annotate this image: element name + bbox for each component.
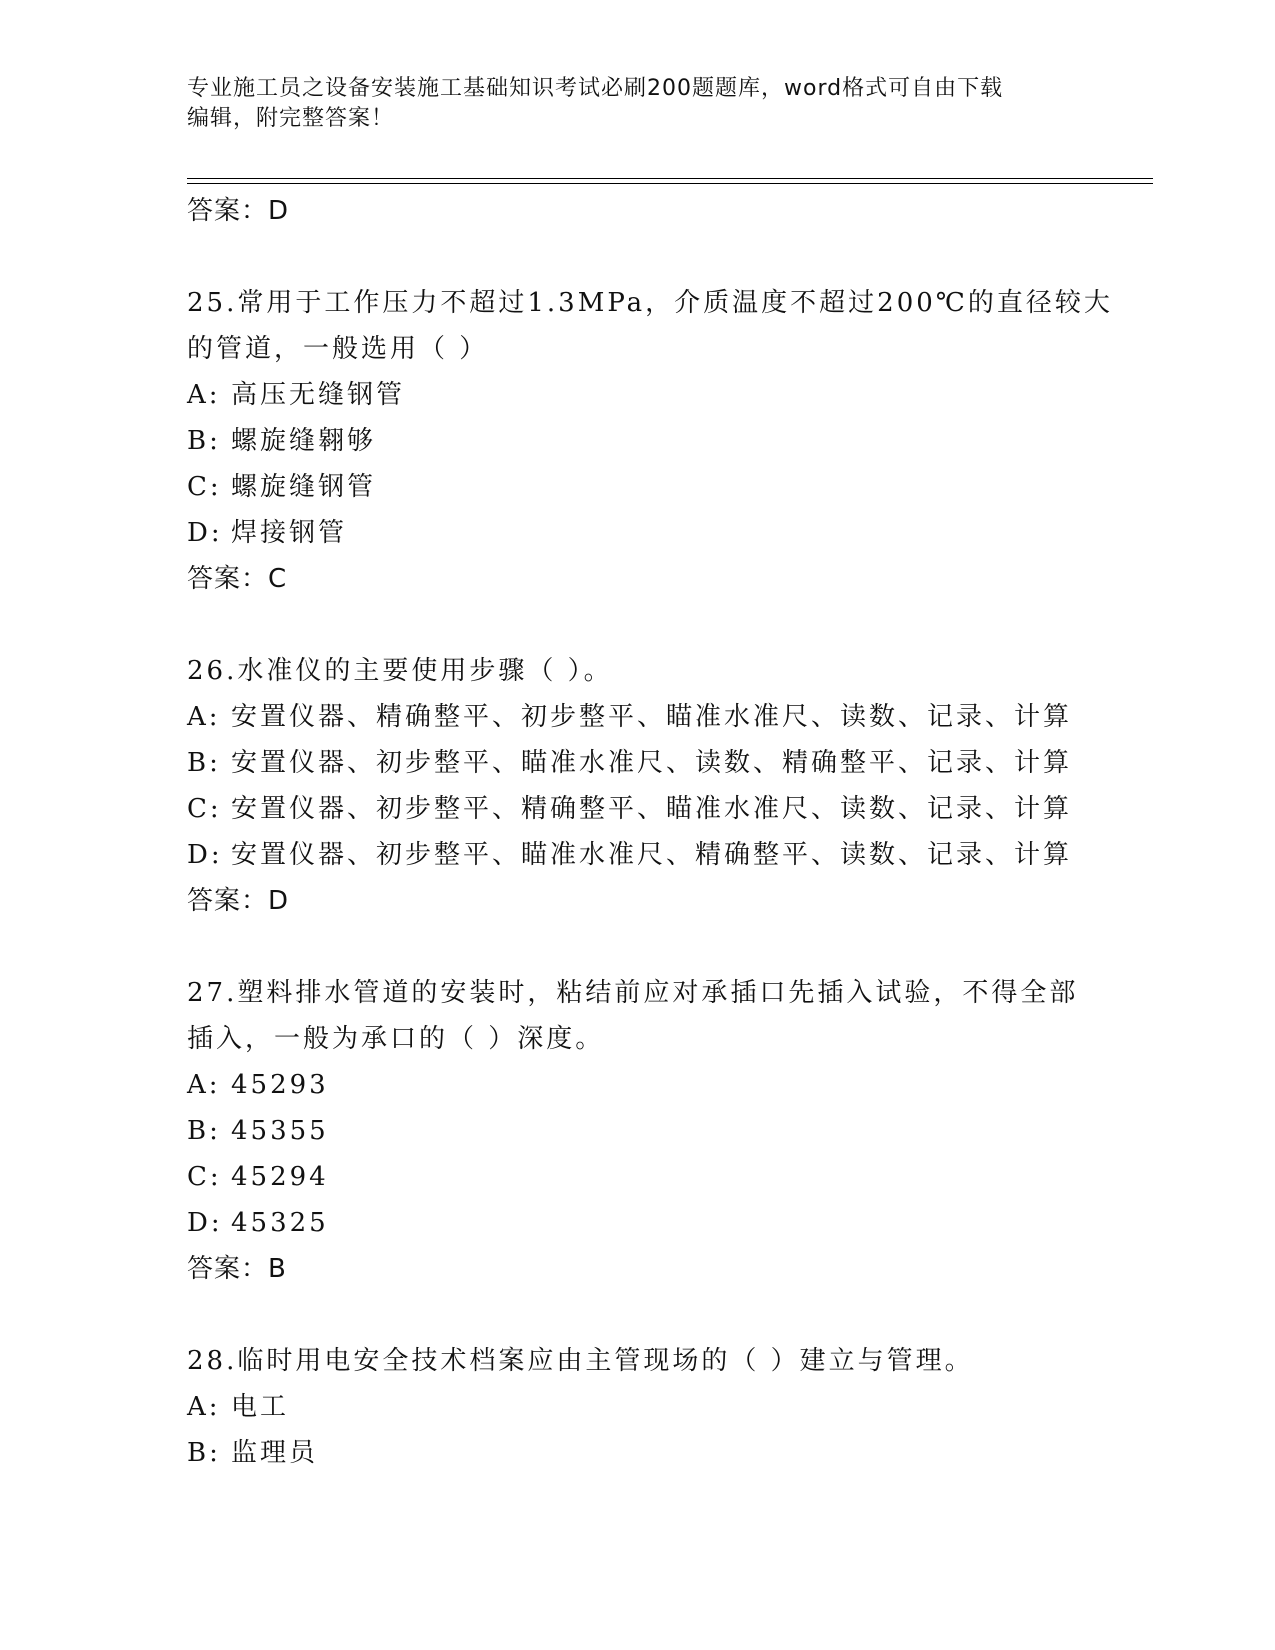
option-text: 安置仪器、初步整平、瞄准水准尺、读数、精确整平、记录、计算 <box>231 748 1073 778</box>
option-d <box>187 1200 1087 1246</box>
option-c <box>187 1154 1087 1200</box>
option-key: A: <box>187 702 221 732</box>
option-a <box>187 1062 1087 1108</box>
question-28 <box>187 1338 1087 1476</box>
answer-line: 答案：D <box>187 886 290 916</box>
question-26 <box>187 648 1087 924</box>
option-key: D: <box>187 518 223 548</box>
option-a <box>187 694 1087 740</box>
option-key: A: <box>187 1392 221 1422</box>
option-text: 45294 <box>231 1162 329 1192</box>
stem-line: 26.水准仪的主要使用步骤（ ）。 <box>187 656 613 686</box>
question-stem <box>187 648 1087 694</box>
option-text: 监理员 <box>231 1438 319 1468</box>
option-key: B: <box>187 1438 221 1468</box>
header-divider-top <box>187 178 1153 179</box>
answer-line: 答案：C <box>187 564 288 594</box>
option-d <box>187 510 1087 556</box>
option-text: 螺旋缝钢管 <box>231 472 377 502</box>
option-text: 安置仪器、精确整平、初步整平、瞄准水准尺、读数、记录、计算 <box>231 702 1073 732</box>
answer-line: 答案：D <box>187 196 290 226</box>
option-key: B: <box>187 1116 221 1146</box>
option-c <box>187 786 1087 832</box>
option-key: C: <box>187 1162 222 1192</box>
option-text: 45355 <box>231 1116 329 1146</box>
option-text: 焊接钢管 <box>231 518 348 548</box>
stem-line: 28.临时用电安全技术档案应由主管现场的（ ）建立与管理。 <box>187 1346 974 1376</box>
question-25 <box>187 280 1113 602</box>
question-stem-continued <box>187 1016 1087 1062</box>
option-b <box>187 418 1087 464</box>
option-text: 螺旋缝翱够 <box>231 426 377 456</box>
question-stem-continued <box>187 326 1087 372</box>
option-d <box>187 832 1087 878</box>
page-header <box>187 74 1067 134</box>
stem-line: 25.常用于工作压力不超过1.3MPa，介质温度不超过200℃的直径较大 <box>187 288 1113 318</box>
question-stem <box>187 970 1087 1016</box>
option-key: C: <box>187 472 222 502</box>
option-text: 安置仪器、初步整平、精确整平、瞄准水准尺、读数、记录、计算 <box>231 794 1073 824</box>
stem-line: 27.塑料排水管道的安装时，粘结前应对承插口先插入试验，不得全部 <box>187 978 1079 1008</box>
question-content <box>187 188 1113 1476</box>
option-key: D: <box>187 1208 223 1238</box>
header-divider-bottom <box>187 183 1153 184</box>
option-text: 高压无缝钢管 <box>231 380 406 410</box>
stem-line: 插入，一般为承口的（ ）深度。 <box>187 1024 605 1054</box>
option-text: 45325 <box>231 1208 329 1238</box>
header-line-2: 编辑，附完整答案！ <box>187 106 395 131</box>
option-key: A: <box>187 1070 221 1100</box>
option-b <box>187 740 1087 786</box>
option-b <box>187 1430 1087 1476</box>
option-key: B: <box>187 748 221 778</box>
answer-line: 答案：B <box>187 1254 287 1284</box>
option-a <box>187 1384 1087 1430</box>
question-27 <box>187 970 1087 1292</box>
option-key: D: <box>187 840 223 870</box>
option-text: 45293 <box>231 1070 329 1100</box>
question-stem <box>187 1338 1087 1384</box>
option-text: 安置仪器、初步整平、瞄准水准尺、精确整平、读数、记录、计算 <box>231 840 1073 870</box>
header-line-1: 专业施工员之设备安装施工基础知识考试必刷200题题库，word格式可自由下载 <box>187 76 1004 101</box>
option-c <box>187 464 1087 510</box>
question-stem <box>187 280 1113 326</box>
option-key: B: <box>187 426 221 456</box>
option-text: 电工 <box>231 1392 290 1422</box>
stem-line: 的管道，一般选用（ ） <box>187 334 489 364</box>
option-a <box>187 372 1087 418</box>
option-key: C: <box>187 794 222 824</box>
option-key: A: <box>187 380 221 410</box>
option-b <box>187 1108 1087 1154</box>
